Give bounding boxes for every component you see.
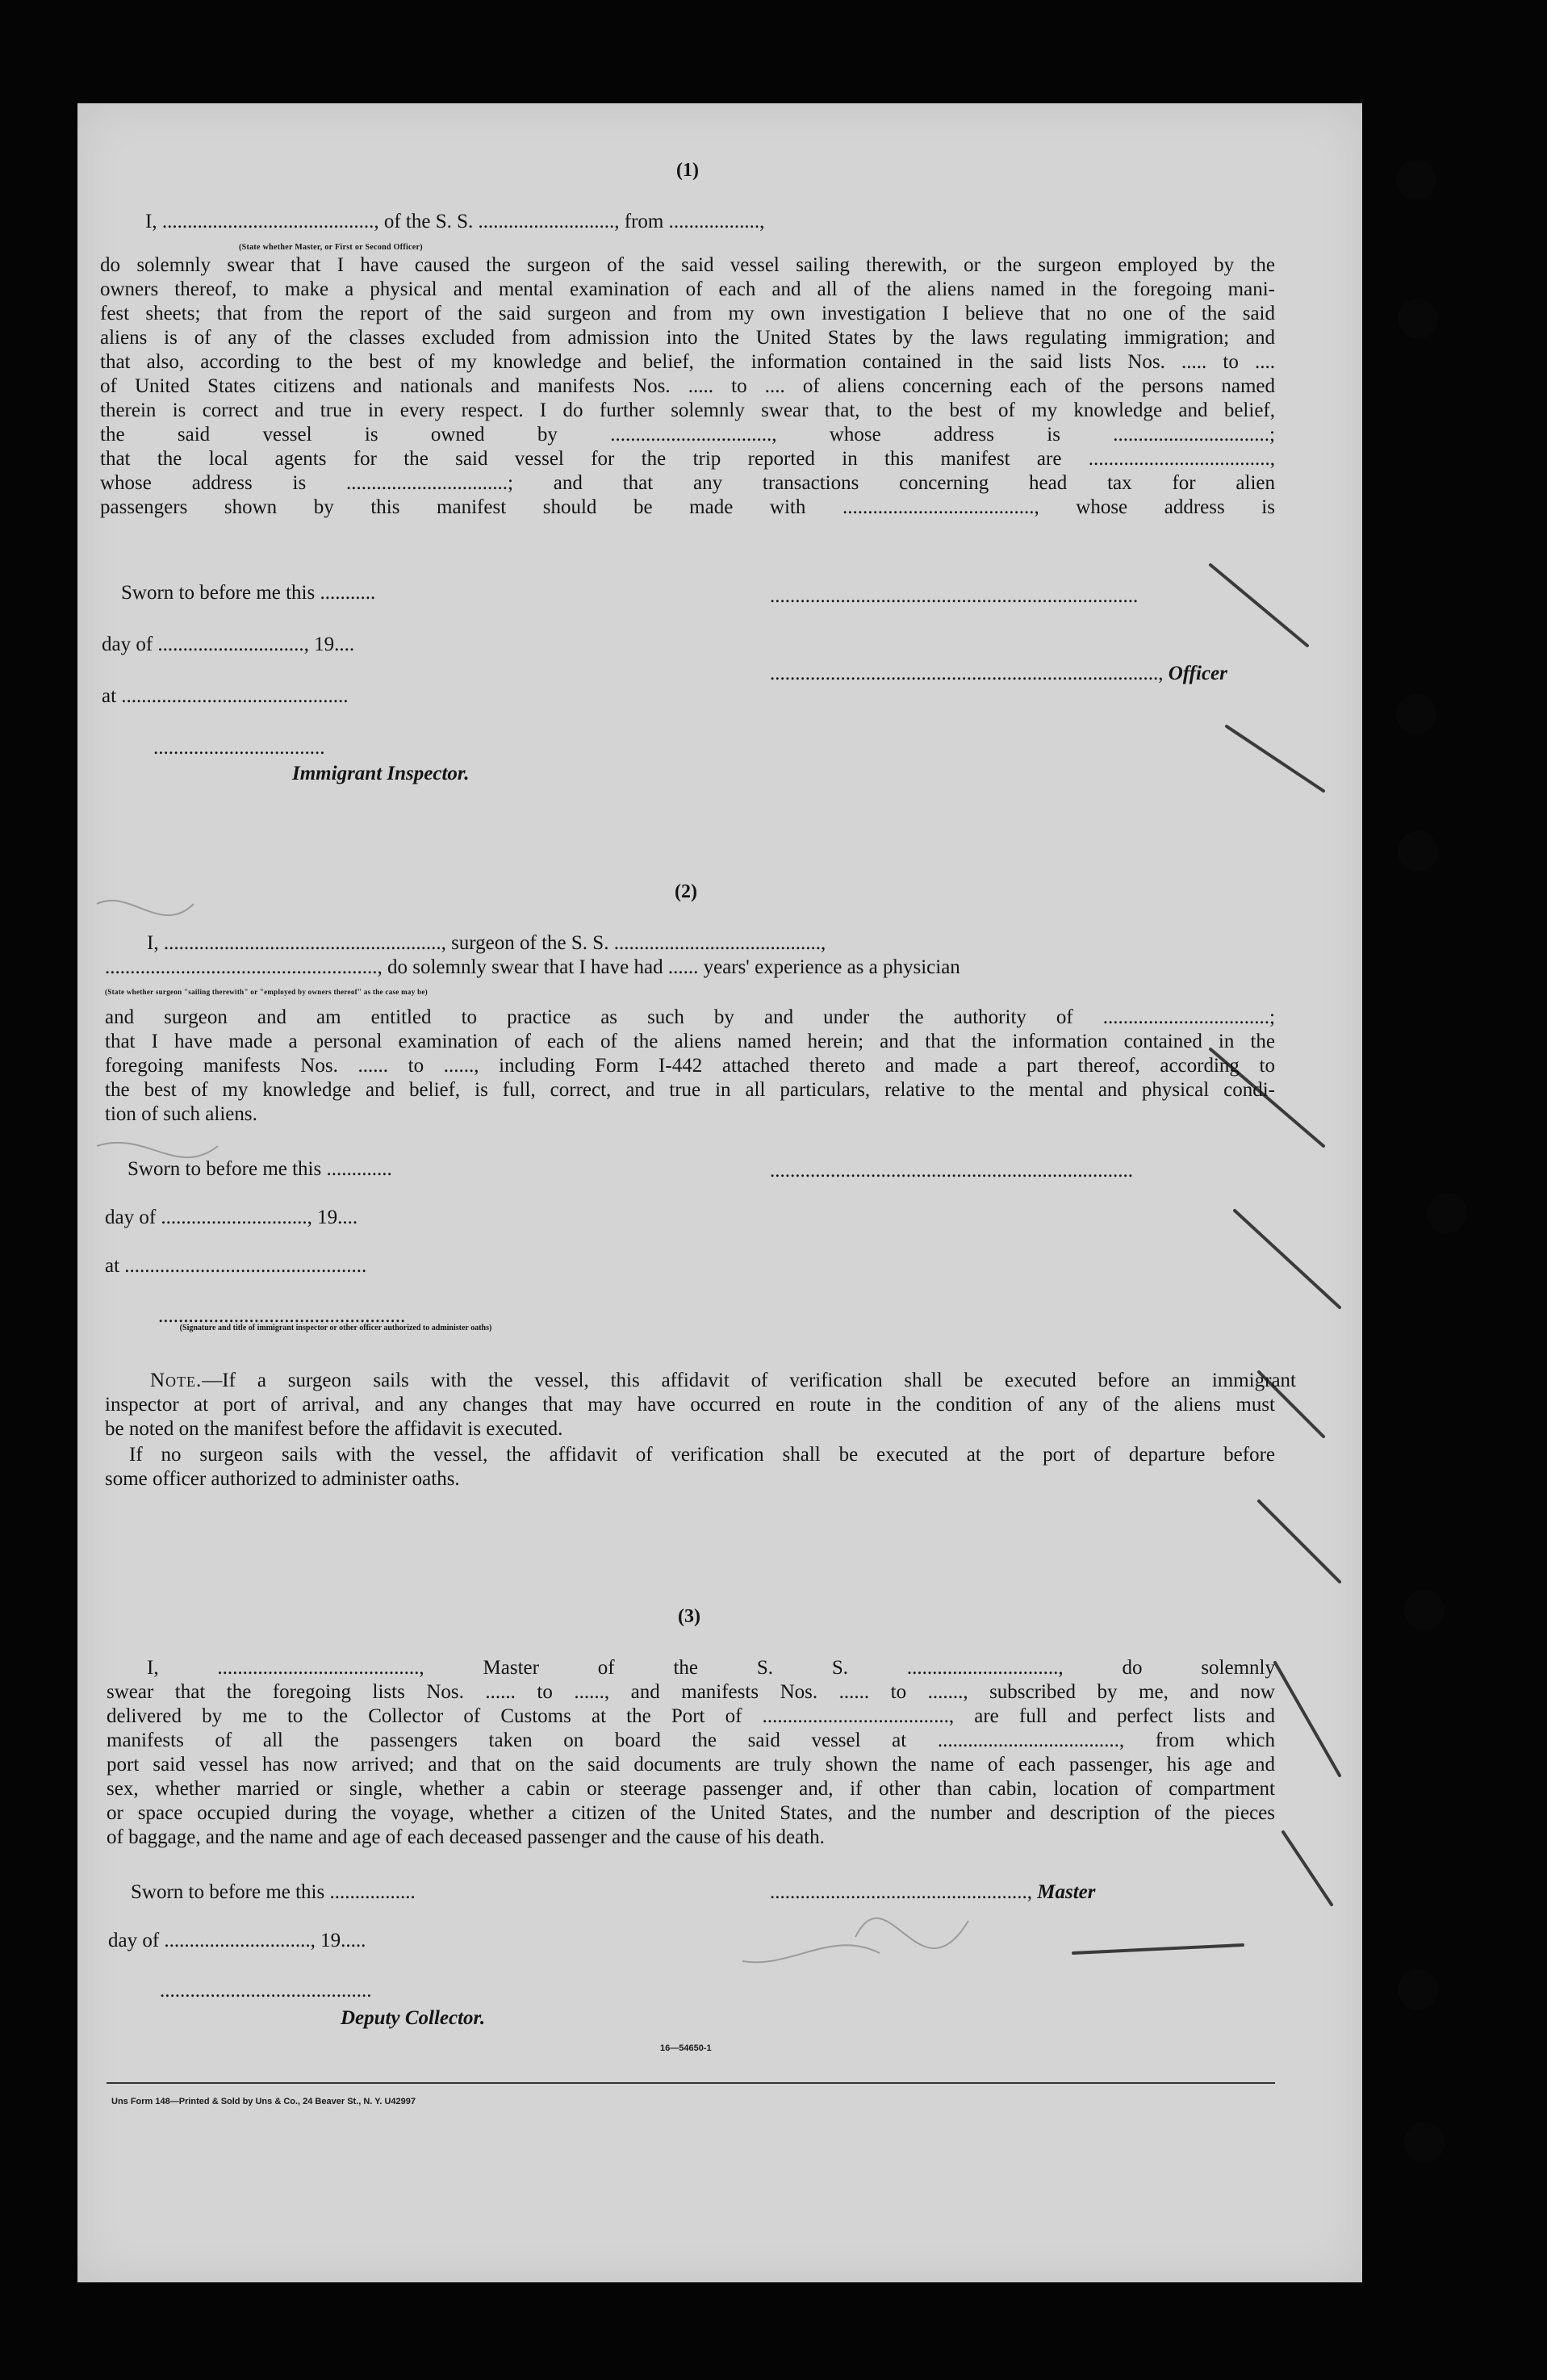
section2-line2: ......................................................, do solemnly swear that I have had ...... years' experience as a physician bbox=[105, 956, 960, 978]
section1-para-line: owners thereof, to make a physical and mental examination of each and all of the aliens named in the foregoing mani- bbox=[100, 278, 1275, 300]
section3-number: (3) bbox=[678, 1606, 700, 1627]
section3-para-line: I, ........................................, Master of the S. S. .............................., do solemnly bbox=[147, 1657, 1275, 1679]
section2-note-last: be noted on the manifest before the affidavit is executed. bbox=[105, 1418, 563, 1441]
section2-note-line-1 bbox=[150, 1369, 1296, 1393]
section1-para-line: passengers shown by this manifest should be made with ......................................, whose address is bbox=[100, 496, 1275, 518]
section3-para-line: sex, whether married or single, whether a cabin or steerage passenger and, if other than cabin, location of compartment bbox=[107, 1778, 1275, 1800]
section1-inspector-dots: .................................. bbox=[153, 737, 325, 759]
section2-para-line: the best of my knowledge and belief, is full, correct, and true in all particulars, relative to the mental and physical condi- bbox=[105, 1079, 1275, 1101]
section2-signature-dots: ................................................. bbox=[158, 1305, 406, 1327]
section1-para-line: therein is correct and true in every respect. I do further solemnly swear that, to the best of my knowledge and belief, bbox=[100, 399, 1275, 421]
section1-officer-label: Officer bbox=[1168, 663, 1227, 684]
note-text-1: —If a surgeon sails with the vessel, this affidavit of verification shall be executed before an immigrant bbox=[202, 1370, 1296, 1391]
section3-para-line: swear that the foregoing lists Nos. ...... to ......, and manifests Nos. ...... to ......., subscribed by me, and now bbox=[107, 1681, 1275, 1703]
section3-master-dots: ..................................................., bbox=[770, 1881, 1038, 1903]
section1-at: at ............................................. bbox=[102, 685, 349, 707]
section2-right-dots: ........................................................................ bbox=[770, 1160, 1133, 1182]
section1-para-line: the said vessel is owned by ................................, whose address is ...............................; bbox=[100, 424, 1275, 445]
section3-para-line: or space occupied during the voyage, whether a citizen of the United States, and the number and description of the pieces bbox=[107, 1802, 1275, 1824]
section3-collector-dots: .......................................... bbox=[160, 1980, 372, 2001]
section1-para-line: do solemnly swear that I have caused the surgeon of the said vessel sailing therewith, or the surgeon employed by the bbox=[100, 254, 1275, 276]
section3-para-line: manifests of all the passengers taken on board the said vessel at ...................................., from which bbox=[107, 1730, 1275, 1751]
section3-para-line: delivered by me to the Collector of Customs at the Port of ....................................., are full and perfect lists and bbox=[107, 1705, 1275, 1727]
section2-line1: I, ......................................................., surgeon of the S. S. ........................................., bbox=[147, 932, 826, 954]
section2-at: at ................................................ bbox=[105, 1255, 367, 1277]
section1-officer-line: ......................................................................... bbox=[770, 585, 1139, 607]
section1-line1: I, .........................................., of the S. S. ..........................., from .................., bbox=[145, 211, 765, 232]
section2-para-line: that I have made a personal examination of each of the aliens named herein; and that the information contained in the bbox=[105, 1031, 1275, 1052]
section1-para-line: fest sheets; that from the report of the said surgeon and from my own investigation I believe that no one of the said bbox=[100, 303, 1275, 324]
section1-number: (1) bbox=[676, 160, 699, 181]
printer-line: Uns Form 148—Printed & Sold by Uns & Co., 24 Beaver St., N. Y. U42997 bbox=[111, 2097, 416, 2106]
section2-note2 bbox=[105, 1443, 1275, 1491]
section2-para-line: foregoing manifests Nos. ...... to ......, including Form I-442 attached thereto and made a part thereof, according to bbox=[105, 1055, 1275, 1077]
section2-note2-line-1: If no surgeon sails with the vessel, the affidavit of verification shall be executed at the port of departure before bbox=[129, 1444, 1275, 1466]
section1-sworn: Sworn to before me this ........... bbox=[121, 582, 376, 604]
section1-officer-signature bbox=[770, 662, 1227, 686]
section1-line1-note: (State whether Master, or First or Second Officer) bbox=[239, 243, 423, 252]
section3-day-of: day of ............................., 19..... bbox=[108, 1930, 366, 1951]
note-label: Note. bbox=[150, 1370, 203, 1391]
section1-para-line: aliens is of any of the classes excluded from admission into the United States by the laws regulating immigration; and bbox=[100, 327, 1275, 349]
section2-number: (2) bbox=[675, 881, 697, 902]
section1-para-line: that also, according to the best of my knowledge and belief, the information contained in the said lists Nos. ..... to .... bbox=[100, 351, 1275, 373]
section2-note bbox=[105, 1369, 1296, 1441]
section2-para-line: and surgeon and am entitled to practice as such by and under the authority of .................................; bbox=[105, 1006, 1275, 1028]
section2-day-of: day of ............................., 19.... bbox=[105, 1207, 358, 1228]
section2-para-last: tion of such aliens. bbox=[105, 1103, 257, 1125]
section2-signature-note: (Signature and title of immigrant inspector or other officer authorized to administer oaths) bbox=[179, 1324, 492, 1332]
section3-master-label: Master bbox=[1037, 1881, 1096, 1903]
section3-master-signature bbox=[770, 1880, 1095, 1905]
section3-para-last: of baggage, and the name and age of each deceased passenger and the cause of his death. bbox=[107, 1826, 825, 1848]
section2-sworn: Sworn to before me this ............. bbox=[128, 1158, 392, 1180]
section1-para-line: that the local agents for the said vessel for the trip reported in this manifest are ...................................., bbox=[100, 448, 1275, 470]
section2-note-line-2: inspector at port of arrival, and any changes that may have occurred en route in the condition of any of the aliens must bbox=[105, 1394, 1275, 1416]
section1-para-line: of United States citizens and nationals and manifests Nos. ..... to .... of aliens concerning each of the persons named bbox=[100, 375, 1275, 397]
section2-line2-note: (State whether surgeon "sailing therewith" or "employed by owners thereof" as the case may be) bbox=[105, 988, 428, 996]
section2-note2-last: some officer authorized to administer oaths. bbox=[105, 1468, 460, 1491]
section3-collector-label: Deputy Collector. bbox=[341, 2007, 486, 2029]
section1-inspector-label: Immigrant Inspector. bbox=[292, 763, 470, 784]
section1-para-line: whose address is ................................; and that any transactions concerning head tax for alien bbox=[100, 472, 1275, 494]
footer-rule bbox=[107, 2082, 1275, 2084]
section1-day-of: day of ............................., 19.... bbox=[102, 634, 355, 655]
section3-para-line: port said vessel has now arrived; and that on the said documents are truly shown the name of each passenger, his age and bbox=[107, 1754, 1275, 1776]
section1-officer-dots: ............................................................................., bbox=[770, 663, 1169, 684]
section3-sworn: Sworn to before me this ................. bbox=[131, 1881, 416, 1903]
form-code: 16—54650-1 bbox=[660, 2043, 712, 2053]
